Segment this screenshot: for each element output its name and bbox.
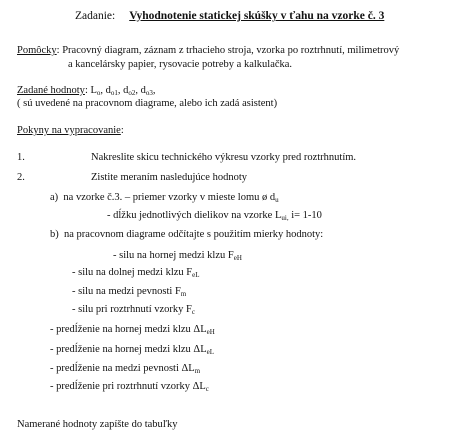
- pomocky-text-1: : Pracovný diagram, záznam z trhacieho stroja, vzorka po roztrhnutí, milimetrový: [56, 45, 400, 56]
- step-1-text: Nakreslite skicu technického výkresu vzorky pred roztrhnutím.: [91, 152, 357, 163]
- force-4-sub: c: [191, 308, 195, 316]
- zadane-sep-2: , d: [117, 85, 129, 96]
- pomocky-line-2: [68, 59, 292, 72]
- force-3-sub: m: [180, 290, 187, 298]
- item-b-text: na pracovnom diagrame odčítajte s použitím mierky hodnoty:: [64, 229, 324, 240]
- zadane-text: : L: [84, 85, 97, 96]
- zadane-line: [17, 85, 156, 98]
- footer-text: Namerané hodnoty zapíšte do tabuľky: [17, 419, 178, 430]
- elongation-2: [50, 344, 214, 357]
- elongation-2-text: - predĺženie na hornej medzi klzu ΔL: [50, 344, 207, 355]
- item-a-text: na vzorke č.3. – priemer vzorky v mieste lomu ø d: [63, 192, 276, 203]
- elongation-1: [50, 324, 215, 337]
- item-a-line-2: [107, 210, 322, 223]
- footer-note: [17, 419, 178, 432]
- zadane-end: ,: [152, 85, 156, 96]
- zadane-label: Zadané hodnoty: [17, 85, 85, 96]
- zadane-note-text: ( sú uvedené na pracovnom diagrame, alebo ich zadá asistent): [17, 98, 278, 109]
- item-b: [50, 229, 323, 242]
- title-label: Zadanie:: [75, 10, 116, 22]
- item-b-force-4: [72, 304, 195, 317]
- force-4-text: - silu pri roztrhnutí vzorky F: [72, 304, 192, 315]
- item-a-line2-sub: ui,: [281, 214, 289, 222]
- elongation-4-text: - predĺženie pri roztrhnutí vzorky ΔL: [50, 381, 206, 392]
- pokyny-heading: [17, 125, 124, 138]
- elongation-1-sub: eH: [206, 328, 215, 336]
- force-1-sub: eH: [233, 254, 242, 262]
- step-2-number: 2.: [17, 172, 25, 183]
- zadane-sep-3: , d: [135, 85, 146, 96]
- elongation-3-text: - predĺženie na medzi pevnosti ΔL: [50, 363, 195, 374]
- pokyny-label: Pokyny na vypracovanie: [17, 125, 121, 136]
- elongation-4-sub: c: [205, 385, 209, 393]
- elongation-4: [50, 381, 209, 394]
- zadane-sub-1: o: [96, 89, 101, 97]
- zadane-sep-1: , d: [100, 85, 111, 96]
- force-1-text: - silu na hornej medzi klzu F: [113, 250, 234, 261]
- item-a-line2-text: - dĺžku jednotlivých dielikov na vzorke L: [107, 210, 282, 221]
- title-main: Vyhodnotenie statickej skúšky v ťahu na vzorke č. 3: [129, 10, 385, 22]
- item-b-force-2: [72, 267, 200, 280]
- elongation-3-sub: m: [194, 367, 201, 375]
- pomocky-text-2: a kancelársky papier, rysovacie potreby a kalkulačka.: [68, 59, 293, 70]
- document-title: [75, 10, 384, 24]
- item-a-sub: u: [275, 196, 279, 204]
- zadane-sub-3: o2: [128, 89, 136, 97]
- item-a-label: a): [50, 192, 59, 203]
- zadane-note: [17, 98, 277, 111]
- elongation-3: [50, 363, 200, 376]
- pomocky-label: Pomôcky: [17, 45, 57, 56]
- force-2-sub: eL: [192, 271, 200, 279]
- item-b-label: b): [50, 229, 59, 240]
- item-a-line2-end: i= 1-10: [288, 210, 322, 221]
- item-a: [50, 192, 279, 205]
- pomocky-line-1: [17, 45, 399, 58]
- item-b-force-3: [72, 286, 186, 299]
- step-1-number: 1.: [17, 152, 25, 163]
- zadane-sub-2: o1: [110, 89, 118, 97]
- zadane-sub-4: o3: [145, 89, 153, 97]
- elongation-2-sub: eL: [206, 348, 214, 356]
- pokyny-colon: :: [120, 125, 124, 136]
- force-2-text: - silu na dolnej medzi klzu F: [72, 267, 193, 278]
- force-3-text: - silu na medzi pevnosti F: [72, 286, 181, 297]
- step-2-text: Zistite meraním nasledujúce hodnoty: [91, 172, 248, 183]
- elongation-1-text: - predĺženie na hornej medzi klzu ΔL: [50, 324, 207, 335]
- item-b-force-1: [113, 250, 242, 263]
